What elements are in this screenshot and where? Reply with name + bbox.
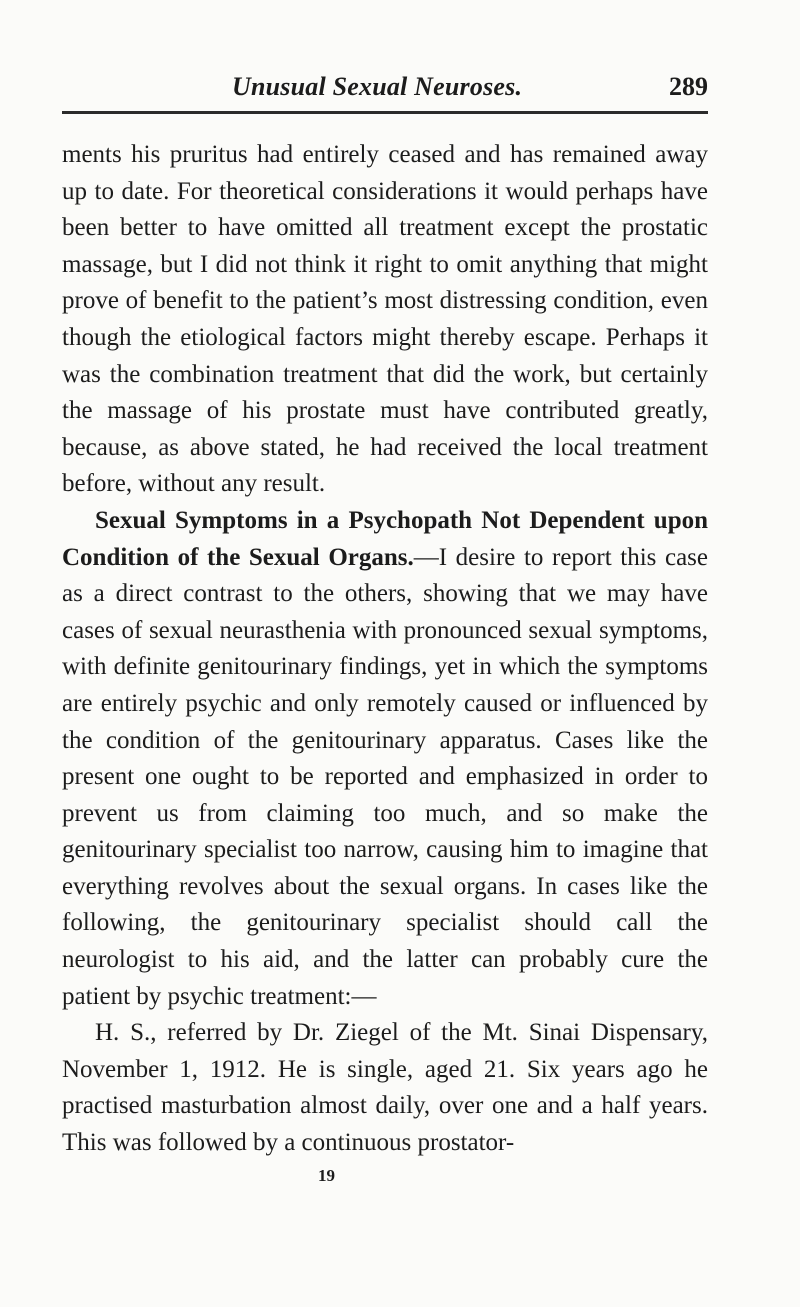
- paragraph-3: H. S., referred by Dr. Ziegel of the Mt. Sinai Dispensary, November 1, 1912. He is single, aged 21. Six years ago he practised masturbation almost daily, over one and a half years. This was followed by a continuous prostator-: [62, 1019, 708, 1157]
- paragraph-2: [62, 503, 708, 1015]
- section-heading: Sexual Symptoms in a Psychopath Not Dependent upon Condition of the Sexual Organs.: [62, 506, 708, 571]
- signature-mark: 19: [318, 1166, 335, 1185]
- paragraph-1: ments his pruritus had entirely ceased and has remained away up to date. For theoretical considerations it would perhaps have been better to have omitted all treatment except the prostatic massage, but I did not think it right to omit anything that might prove of benefit to the patient’s most distressing condition, even though the etiological factors might thereby escape. Perhaps it was the combination treatment that did the work, but certainly the massage of his prostate must have contributed greatly, because, as above stated, he had received the local treatment before, without any result.: [62, 141, 708, 498]
- running-title: Unusual Sexual Neuroses.: [232, 72, 523, 101]
- running-head: [62, 66, 710, 110]
- header-rule: [62, 111, 708, 114]
- paragraph-2-text: —I desire to report this case as a direct contrast to the others, showing that we may have cases of sexual neurasthenia with pronounced sexual symptoms, with definite genitourinary findings, yet in which the symptoms are entirely psychic and only remotely caused or influenced by the condition of the genitourinary apparatus. Cases like the present one ought to be reported and emphasized in order to prevent us from claiming too much, and so make the genitourinary specialist too narrow, causing him to imagine that everything revolves about the sexual organs. In cases like the following, the genitourinary specialist should call the neurologist to his aid, and the latter can probably cure the patient by psychic treatment:—: [62, 543, 708, 1010]
- page-number: 289: [669, 72, 708, 101]
- body-text: [62, 137, 708, 1162]
